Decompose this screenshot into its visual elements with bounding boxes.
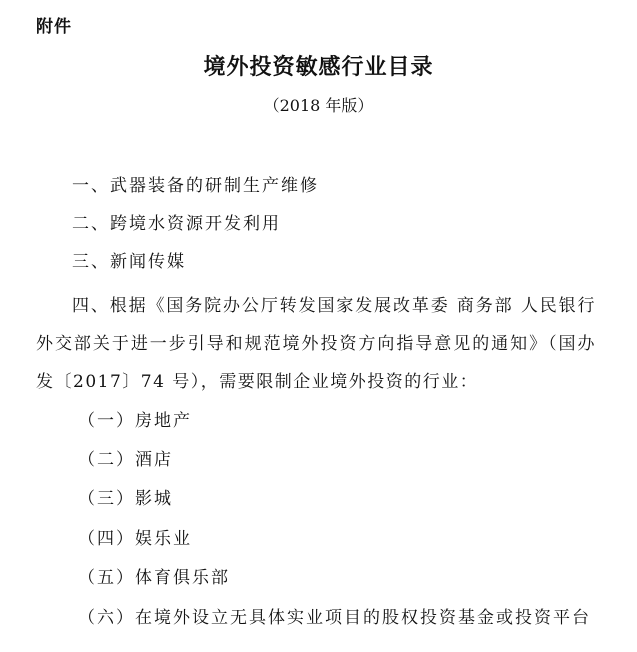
- list-item-weapons: 一、武器装备的研制生产维修: [72, 176, 319, 196]
- document-edition: （2018 年版）: [263, 96, 374, 115]
- list-item-news-media: 三、新闻传媒: [72, 252, 186, 272]
- sub-item-cinema: （三）影城: [78, 489, 173, 509]
- sub-item-entertainment: （四）娱乐业: [78, 529, 192, 549]
- sub-item-investment-platform: （六）在境外设立无具体实业项目的股权投资基金或投资平台: [78, 608, 591, 628]
- sub-item-real-estate: （一）房地产: [78, 411, 192, 431]
- sub-item-sports-club: （五）体育俱乐部: [78, 568, 230, 588]
- document-title: 境外投资敏感行业目录: [203, 54, 434, 80]
- list-item-water-resources: 二、跨境水资源开发利用: [72, 214, 281, 234]
- attachment-label: 附件: [36, 17, 72, 37]
- sub-item-hotel: （二）酒店: [78, 450, 173, 470]
- list-item-restricted-industries: 四、根据《国务院办公厅转发国家发展改革委 商务部 人民银行 外交部关于进一步引导和规范境外投资方向指导意见的通知》（国办发〔2017〕74 号），需要限制企业境外投资的行业：: [36, 296, 596, 392]
